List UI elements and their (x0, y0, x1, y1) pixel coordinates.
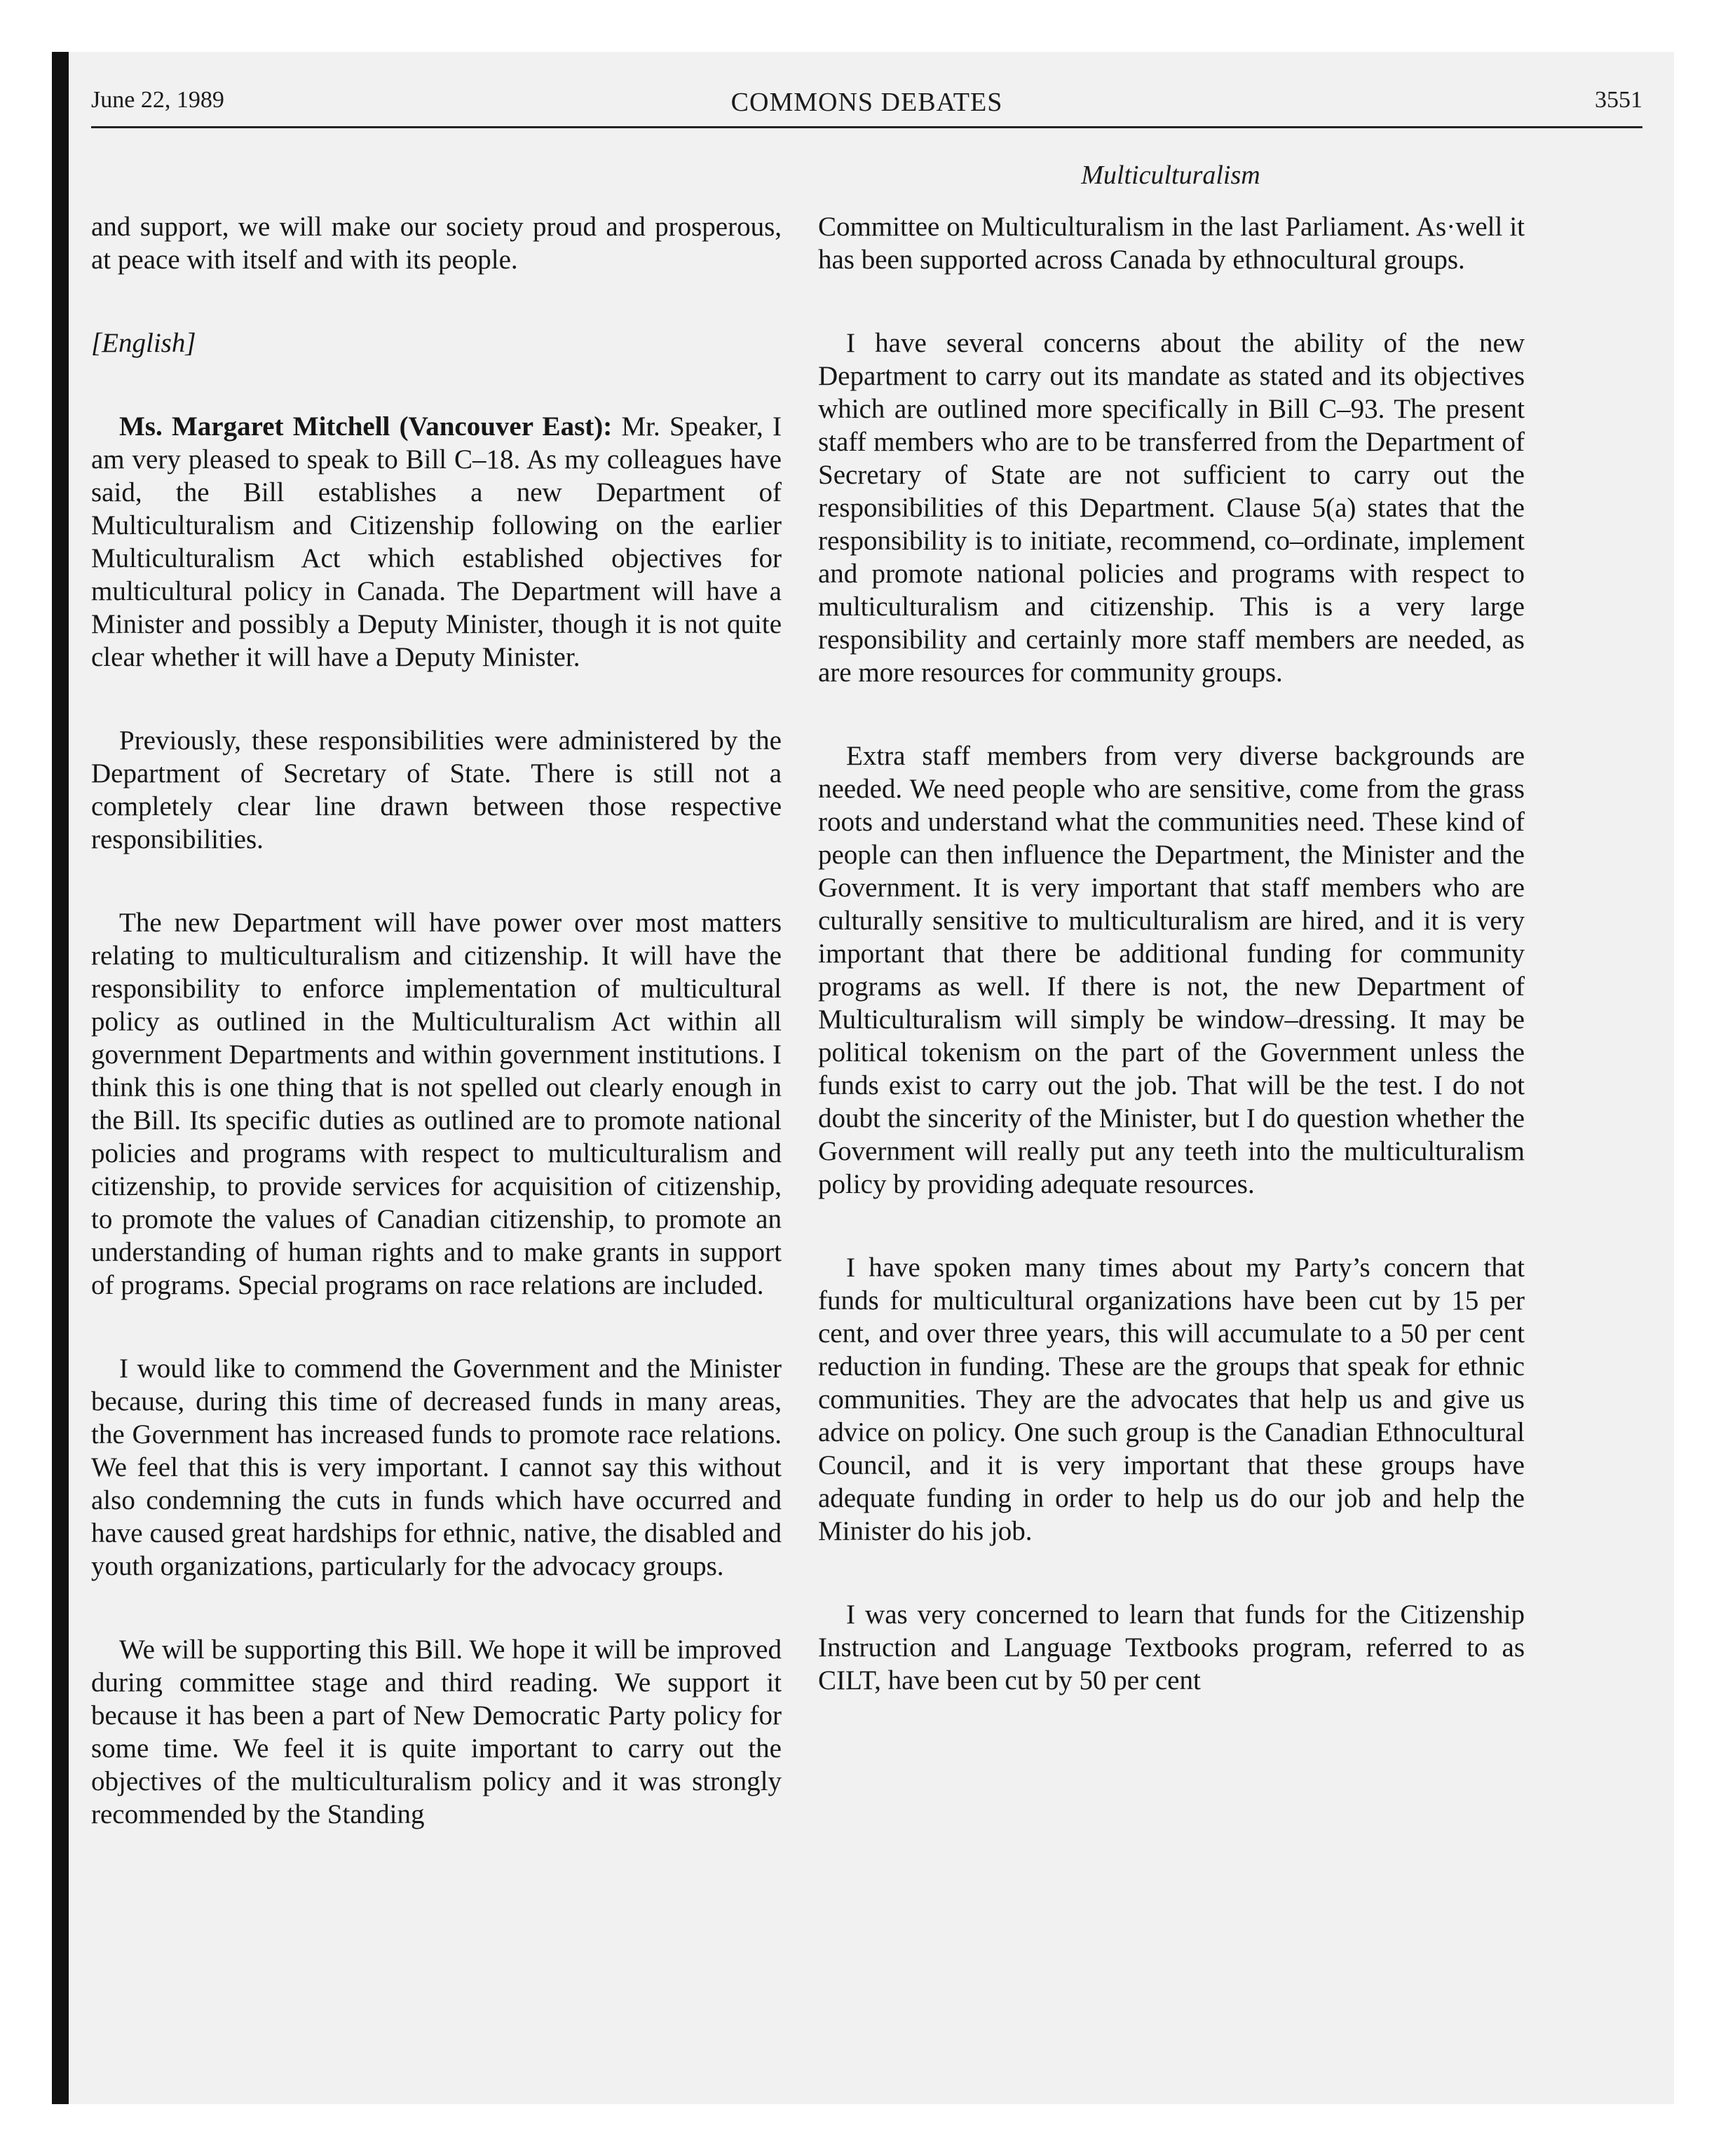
paragraph: Committee on Multiculturalism in the last Parliament. As·well it has been supported across Canada by ethnocultural groups. (818, 212, 1525, 275)
left-column (91, 210, 782, 1881)
paragraph: Extra staff members from very diverse backgrounds are needed. We need people who are sensitive, come from the grass roots and understand what the communities need. These kind of people can then influence the Department, the Minister and the Government. It is very important that staff members who are culturally sensitive to multiculturalism are hired, and it is very important that there be additional funding for community programs as well. If there is not, the new Department of Multiculturalism will simply be window–dressing. It may be political tokenism on the part of the Government unless the funds exist to carry out the job. That will be the test. I do not doubt the sincerity of the Minister, but I do question whether the Government will really put any teeth into the multiculturalism policy by providing adequate resources. (818, 741, 1525, 1199)
speaker-name: Ms. Margaret Mitchell (Vancouver East): (119, 411, 613, 442)
running-header (91, 87, 1642, 128)
paragraph: I have several concerns about the ability of the new Department to carry out its mandate as stated and its objectives which are outlined more specifically in Bill C–93. The present staff members who are to be transferred from the Department of Secretary of State are not sufficient to carry out the responsibilities of this Department. Clause 5(a) states that the responsibility is to initiate, recommend, co–ordinate, implement and promote national policies and programs with respect to multiculturalism and citizenship. This is a very large responsibility and certainly more staff members are needed, as are more resources for community groups. (818, 328, 1525, 688)
paragraph: and support, we will make our society proud and prosperous, at peace with itself and with its people. (91, 212, 782, 275)
header-title: COMMONS DEBATES (730, 88, 1003, 117)
section-title: Multiculturalism (1081, 161, 1260, 190)
page-number: 3551 (1595, 87, 1642, 113)
paragraph: Previously, these responsibilities were administered by the Department of Secretary of State. There is still not a completely clear line drawn between those respective responsibilities. (91, 725, 782, 854)
paragraph: I have spoken many times about my Party’s concern that funds for multicultural organizations have been cut by 15 per cent, and over three years, this will accumulate to a 50 per cent reduction in funding. These are the groups that speak for ethnic communities. They are the advocates that help us and give us advice on policy. One such group is the Canadian Ethnocultural Council, and it is very important that these groups have adequate funding in order to help us do our job and help the Minister do his job. (818, 1253, 1525, 1546)
right-column (818, 210, 1525, 1747)
paragraph: I was very concerned to learn that funds for the Citizenship Instruction and Language Textbooks program, referred to as CILT, have been cut by 50 per cent (818, 1599, 1525, 1696)
header-date: June 22, 1989 (91, 87, 224, 113)
speech-paragraph (91, 410, 782, 674)
paragraph: I would like to commend the Government and the Minister because, during this time of decreased funds in many areas, the Government has increased funds to promote race relations. We feel that this is very important. I cannot say this without also condemning the cuts in funds which have occurred and have caused great hardships for ethnic, native, the disabled and youth organizations, particularly for the advocacy groups. (91, 1353, 782, 1581)
speech-text: Mr. Speaker, I am very pleased to speak to Bill C–18. As my colleagues have said, the Bill establishes a new Department of Multiculturalism and Citizenship following on the earlier Multiculturalism Act which established objectives for multicultural policy in Canada. The Department will have a Minister and possibly a Deputy Minister, though it is not quite clear whether it will have a Deputy Minister. (91, 411, 782, 672)
scan-edge-shadow (52, 52, 69, 2104)
paragraph: The new Department will have power over most matters relating to multiculturalism and citizenship. It will have the responsibility to enforce implementation of multicultural policy as outlined in the Multiculturalism Act within all government Departments and within government institutions. I think this is one thing that is not spelled out clearly enough in the Bill. Its specific duties as outlined are to promote national policies and programs with respect to multiculturalism and citizenship, to provide services for acquisition of citizenship, to promote the values of Canadian citizenship, to promote an understanding of human rights and to make grants in support of programs. Special programs on race relations are included. (91, 908, 782, 1300)
language-marker: [English] (91, 328, 196, 358)
paragraph: We will be supporting this Bill. We hope it will be improved during committee stage and third reading. We support it because it has been a part of New Democratic Party policy for some time. We feel it is quite important to carry out the objectives of the multiculturalism policy and it was strongly recommended by the Standing (91, 1635, 782, 1829)
